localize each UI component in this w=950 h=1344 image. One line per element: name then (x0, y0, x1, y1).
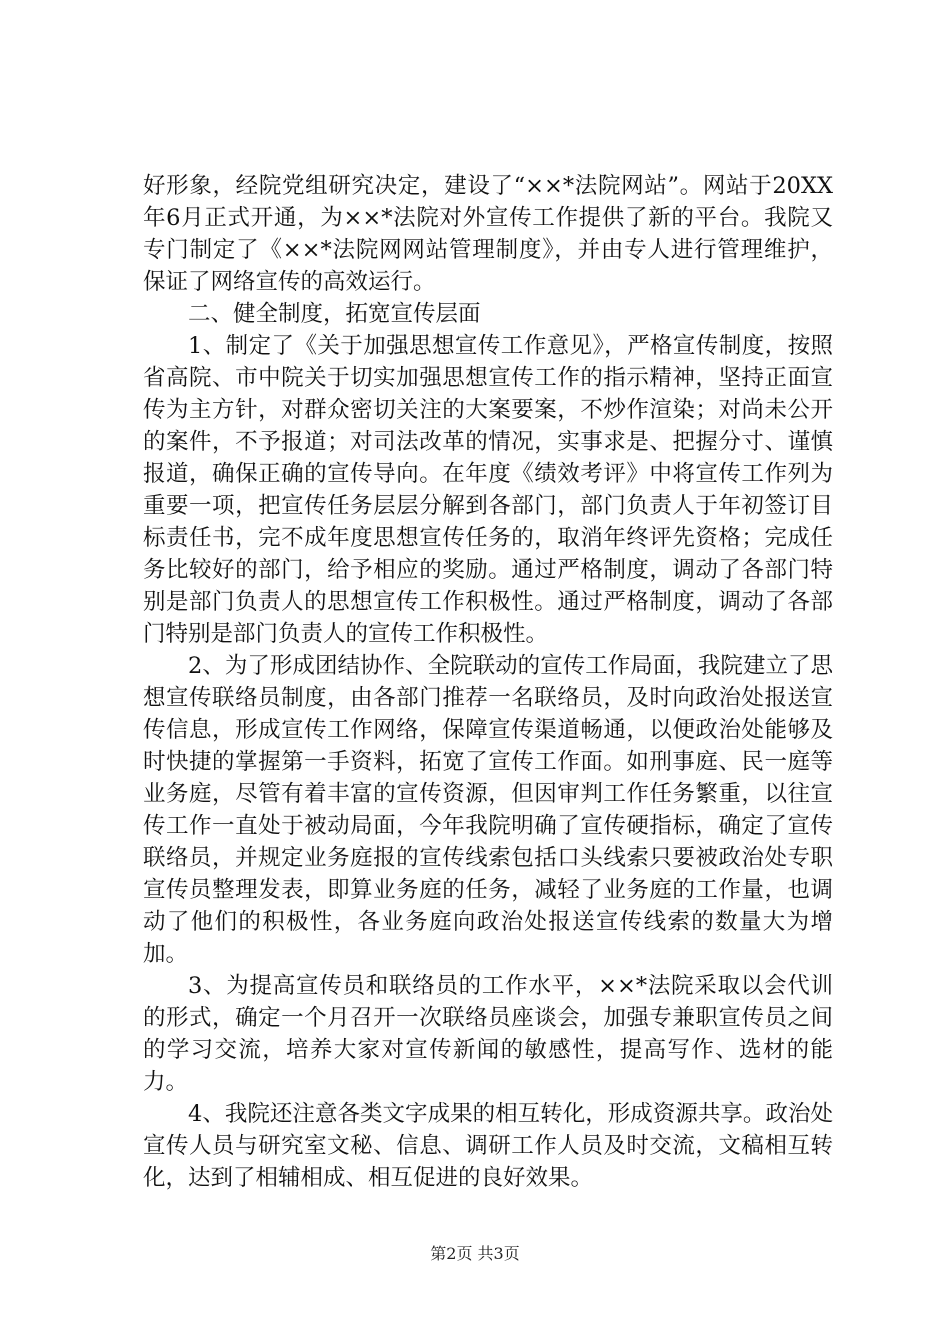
paragraph-item-2: 2、为了形成团结协作、全院联动的宣传工作局面，我院建立了思想宣传联络员制度，由各部门推荐一名联络员，及时向政治处报送宣传信息，形成宣传工作网络，保障宣传渠道畅通，以便政治处能够及时快捷的掌握第一手资料，拓宽了宣传工作面。如刑事庭、民一庭等业务庭，尽管有着丰富的宣传资源，但因审判工作任务繁重，以往宣传工作一直处于被动局面，今年我院明确了宣传硬指标，确定了宣传联络员，并规定业务庭报的宣传线索包括口头线索只要被政治处专职宣传员整理发表，即算业务庭的任务，减轻了业务庭的工作量，也调动了他们的积极性，各业务庭向政治处报送宣传线索的数量大为增加。 (143, 653, 833, 967)
paragraph-item-4: 4、我院还注意各类文字成果的相互转化，形成资源共享。政治处宣传人员与研究室文秘、信息、调研工作人员及时交流，文稿相互转化，达到了相辅相成、相互促进的良好效果。 (143, 1101, 833, 1191)
paragraph-item-1: 1、制定了《关于加强思想宣传工作意见》，严格宣传制度，按照省高院、市中院关于切实加强思想宣传工作的指示精神，坚持正面宣传为主方针，对群众密切关注的大案要案，不炒作渲染；对尚未公开的案件，不予报道；对司法改革的情况，实事求是、把握分寸、谨慎报道，确保正确的宣传导向。在年度《绩效考评》中将宣传工作列为重要一项，把宣传任务层层分解到各部门，部门负责人于年初签订目标责任书，完不成年度思想宣传任务的，取消年终评先资格；完成任务比较好的部门，给予相应的奖励。通过严格制度，调动了各部门特别是部门负责人的思想宣传工作积极性。通过严格制度，调动了各部门特别是部门负责人的宣传工作积极性。 (143, 333, 833, 647)
paragraph-item-3: 3、为提高宣传员和联络员的工作水平，××*法院采取以会代训的形式，确定一个月召开一次联络员座谈会，加强专兼职宣传员之间的学习交流，培养大家对宣传新闻的敏感性，提高写作、选材的能力。 (143, 973, 833, 1095)
paragraph-continuation: 好形象，经院党组研究决定，建设了“××*法院网站”。网站于20XX年6月正式开通，为××*法院对外宣传工作提供了新的平台。我院又专门制定了《××*法院网网站管理制度》，并由专人进行管理维护，保证了网络宣传的高效运行。 (143, 173, 833, 295)
section-heading: 二、健全制度，拓宽宣传层面 (188, 301, 481, 327)
page-number-footer: 第2页 共3页 (430, 1244, 520, 1263)
document-body (143, 170, 833, 1194)
